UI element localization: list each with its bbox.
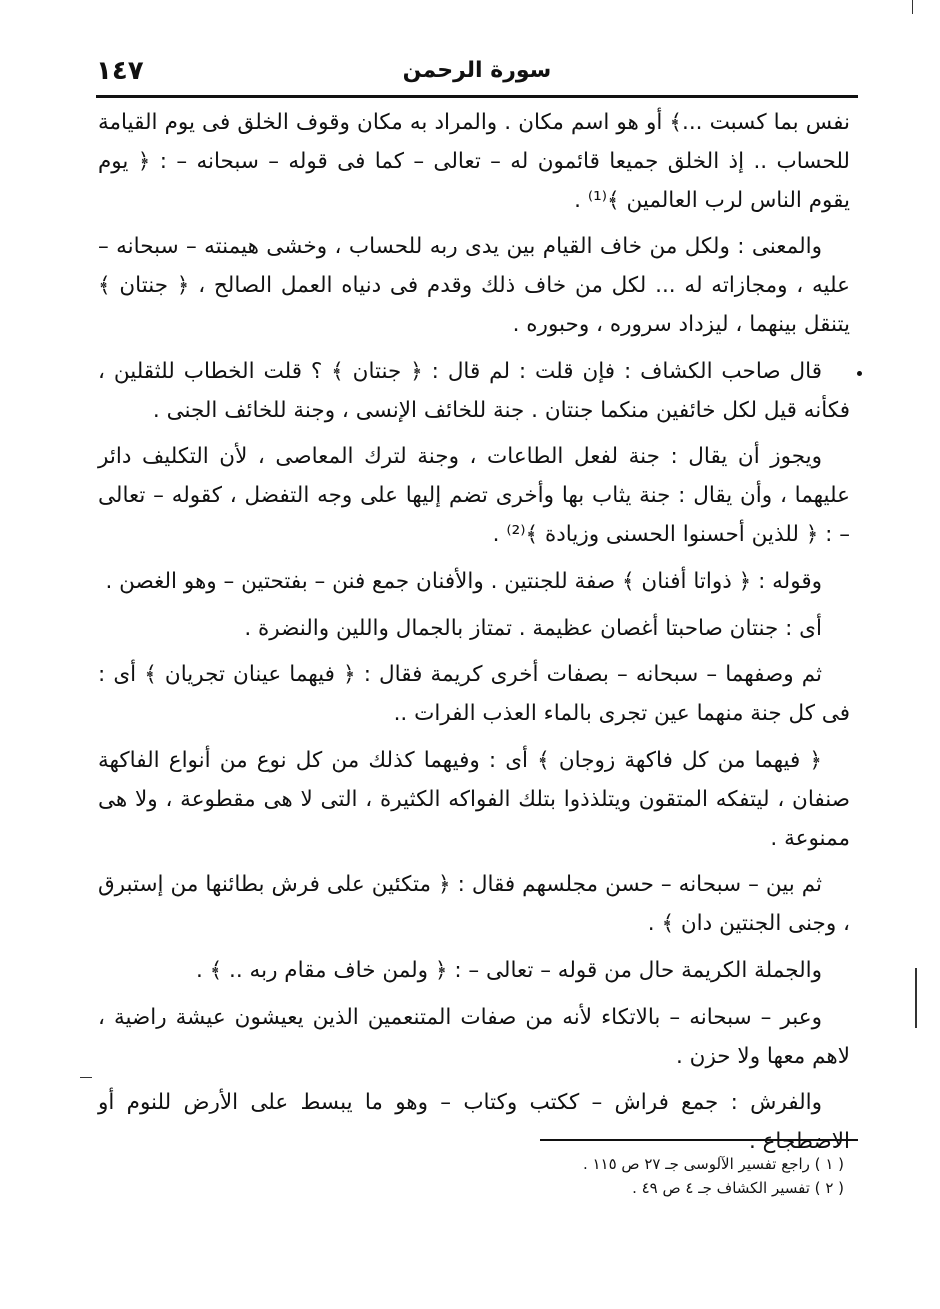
footnote: ( ٢ ) تفسير الكشاف جـ ٤ ص ٤٩ . — [632, 1179, 844, 1197]
main-text — [98, 104, 850, 1162]
paragraph: نفس بما كسبت ...﴾ أو هو اسم مكان . والمراد به مكان وقوف الخلق فى يوم القيامة للحساب .. إذ الخلق جميعا قائمون له – تعالى – كما فى قوله – سبحانه – : ﴿ يوم يقوم الناس لرب العالمين ﴾⁽¹⁾ . — [98, 110, 850, 213]
paragraph: والمعنى : ولكل من خاف القيام بين يدى ربه للحساب ، وخشى هيمنته – سبحانه – عليه ، ومجازاته له ... لكل من خاف ذلك وقدم فى دنياه العمل الصالح ، ﴿ جنتان ﴾ يتنقل بينهما ، ليزداد سروره ، وحبوره . — [98, 234, 850, 337]
footnote-divider — [540, 1139, 858, 1141]
paragraph: وعبر – سبحانه – بالاتكاء لأنه من صفات المتنعمين الذين يعيشون عيشة راضية ، لاهم معها ولا حزن . — [98, 1004, 850, 1069]
scan-margin-mark — [912, 0, 913, 14]
footnote: ( ١ ) راجع تفسير الآلوسى جـ ٢٧ ص ١١٥ . — [582, 1155, 844, 1173]
paragraph: والفرش : جمع فراش – ككتب وكتاب – وهو ما يبسط على الأرض للنوم أو الاضطجاع . — [98, 1090, 850, 1155]
surah-title: سورة الرحمن — [402, 58, 552, 83]
paragraph: والجملة الكريمة حال من قوله – تعالى – : ﴿ ولمن خاف مقام ربه .. ﴾ . — [195, 957, 822, 983]
scan-margin-mark — [915, 968, 917, 1028]
footnotes — [96, 1152, 844, 1200]
paragraph: ﴿ فيهما من كل فاكهة زوجان ﴾ أى : وفيهما كذلك من كل نوع من أنواع الفاكهة صنفان ، ليتفكه المتقون ويتلذذوا بتلك الفواكه الكثيرة ، التى لا هى مقطوعة ، ولا هى ممنوعة . — [98, 747, 850, 851]
paragraph: ويجوز أن يقال : جنة لفعل الطاعات ، وجنة لترك المعاصى ، لأن التكليف دائر عليهما ، وأن يقال : جنة يثاب بها وأخرى تضم إليها على وجه التفضل ، كقوله – تعالى – : ﴿ للذين أحسنوا الحسنى وزيادة ﴾⁽²⁾ . — [98, 444, 850, 547]
scan-margin-mark — [80, 1077, 92, 1078]
paragraph: أى : جنتان صاحبتا أغصان عظيمة . تمتاز بالجمال واللين والنضرة . — [244, 615, 822, 641]
page-number: ١٤٧ — [96, 56, 144, 86]
paragraph: ثم بين – سبحانه – حسن مجلسهم فقال : ﴿ متكئين على فرش بطائنها من إستبرق ، وجنى الجنتين دان ﴾ . — [98, 872, 850, 937]
header-divider — [96, 95, 858, 98]
paragraph: وقوله : ﴿ ذواتا أفنان ﴾ صفة للجنتين . والأفنان جمع فنن – بفتحتين – وهو الغصن . — [105, 568, 822, 594]
page-header — [96, 48, 858, 94]
paragraph: قال صاحب الكشاف : فإن قلت : لم قال : ﴿ جنتان ﴾ ؟ قلت الخطاب للثقلين ، فكأنه قيل لكل خائفين منكما جنتان . جنة للخائف الإنسى ، وجنة للخائف الجنى . — [98, 358, 850, 423]
paragraph: ثم وصفهما – سبحانه – بصفات أخرى كريمة فقال : ﴿ فيهما عينان تجريان ﴾ أى : فى كل جنة منهما عين تجرى بالماء العذب الفرات .. — [98, 662, 850, 727]
scan-speck — [857, 371, 862, 376]
